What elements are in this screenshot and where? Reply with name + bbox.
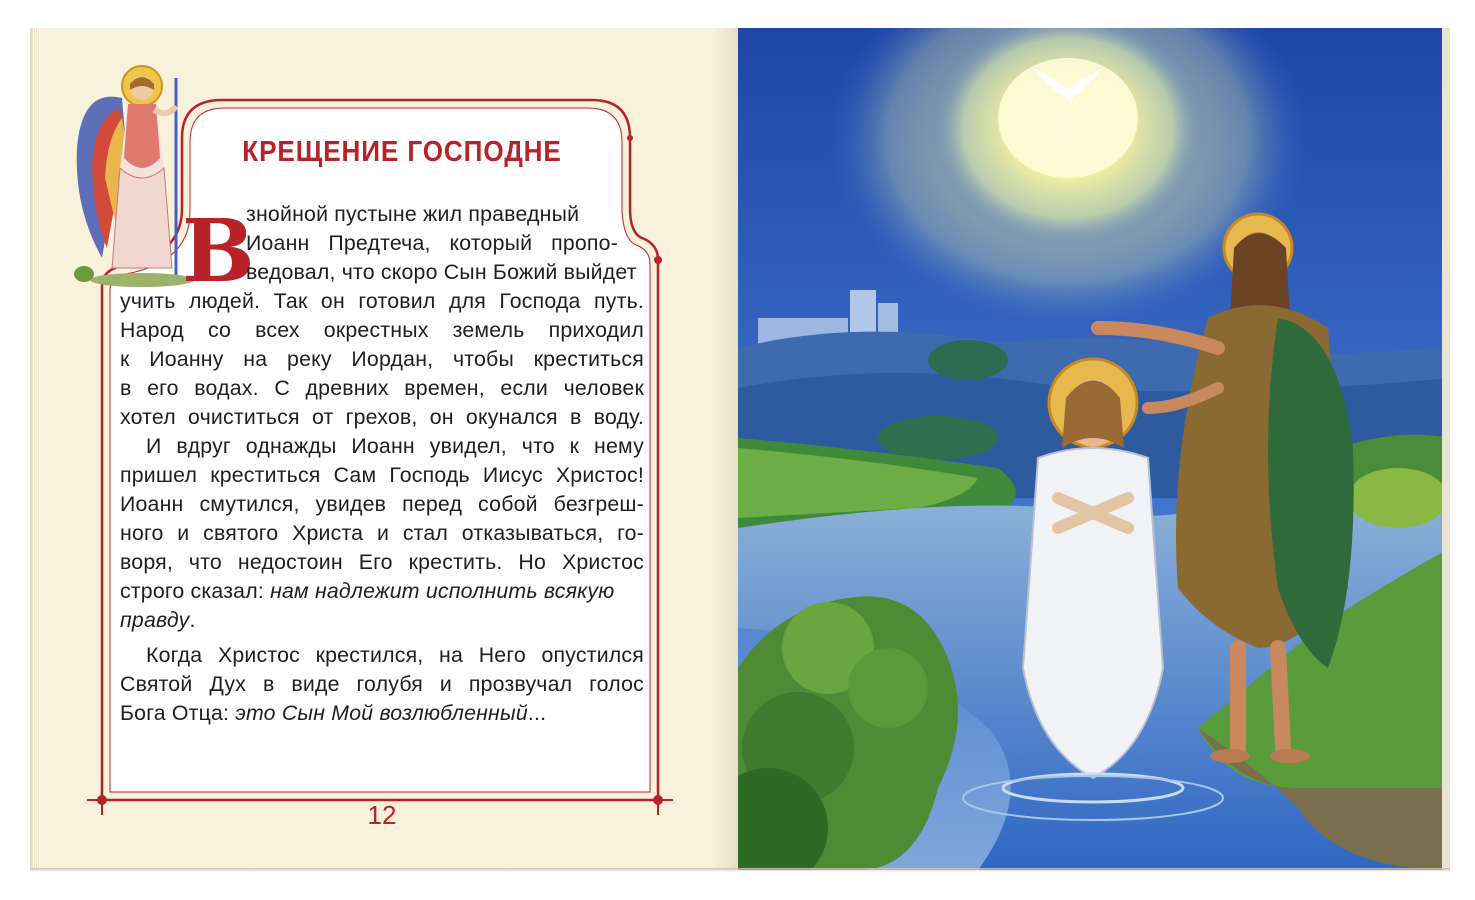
text-line: Иоанн смутился, увидев перед собой безгреш- xyxy=(120,492,644,516)
right-page xyxy=(738,28,1450,870)
left-page xyxy=(30,28,738,870)
text-span: строго сказал: xyxy=(120,579,271,603)
text-line xyxy=(120,577,614,606)
baptism-painting xyxy=(738,28,1450,870)
text-line: знойной пустыне жил праведный xyxy=(246,202,580,226)
gutter-shadow xyxy=(712,28,740,870)
quote-text: правду xyxy=(120,608,190,632)
text-span: ... xyxy=(527,701,547,725)
book-shadow xyxy=(30,868,1450,872)
text-span: . xyxy=(189,608,196,632)
book-spread xyxy=(30,28,1450,870)
text-line: учить людей. Так он готовил для Господа путь. xyxy=(120,289,644,313)
quote-text: нам надлежит исполнить всякую xyxy=(270,579,615,603)
drop-cap: В xyxy=(182,201,255,302)
text-line: к Иоанну на реку Иордан, чтобы креститься xyxy=(120,347,644,371)
text-line: в его водах. С древних времен, если человек xyxy=(120,376,644,400)
text-line: Когда Христос крестился, на Него опустился xyxy=(146,643,644,667)
text-line: И вдруг однажды Иоанн увидел, что к нему xyxy=(146,434,644,458)
text-line xyxy=(120,606,196,635)
text-line: Иоанн Предтеча, который пропо- xyxy=(246,231,618,255)
page-number: 12 xyxy=(367,800,397,830)
quote-text: это Сын Мой возлюбленный xyxy=(235,701,528,725)
page-title: КРЕЩЕНИЕ ГОСПОДНЕ xyxy=(242,136,562,168)
text-line: Народ со всех окрестных земель приходил xyxy=(120,318,644,342)
text-line: хотел очиститься от грехов, он окунался в воду. xyxy=(120,405,644,429)
text-line: ного и святого Христа и стал отказываться, го- xyxy=(120,521,644,545)
text-span: Бога Отца: xyxy=(120,701,236,725)
text-line: воря, что недостоин Его крестить. Но Христос xyxy=(120,550,644,574)
text-line: ведовал, что скоро Сын Божий выйдет xyxy=(246,260,637,284)
text-line xyxy=(120,699,546,728)
text-line: пришел креститься Сам Господь Иисус Христос! xyxy=(120,463,644,487)
text-line: Святой Дух в виде голубя и прозвучал голос xyxy=(120,672,644,696)
right-page-edge xyxy=(1442,28,1450,870)
